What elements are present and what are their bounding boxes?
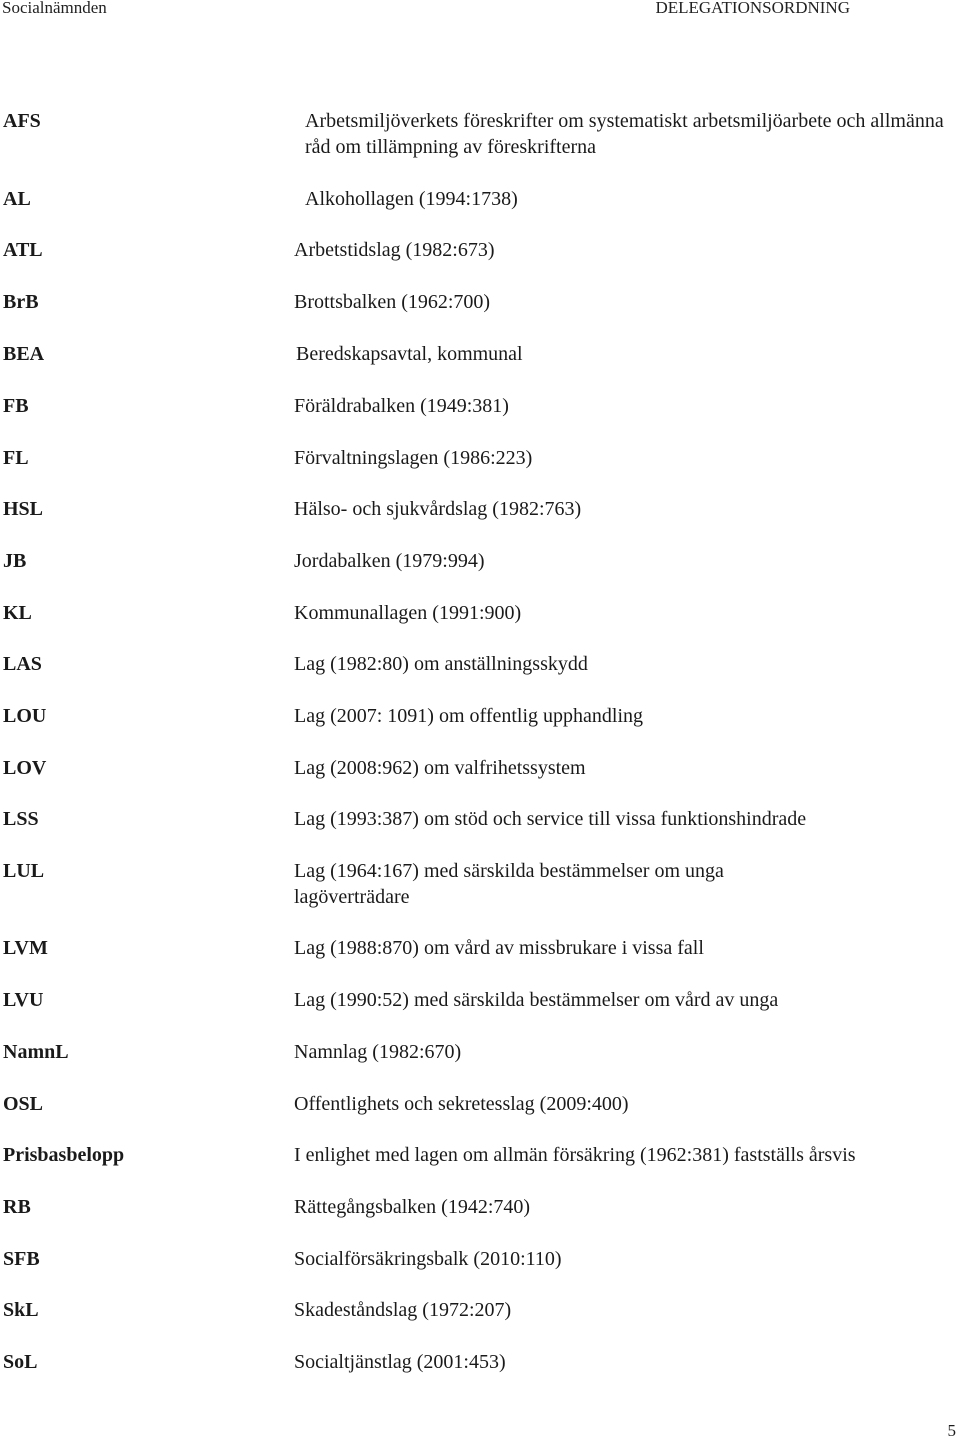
entry-abbreviation: ATL <box>3 239 43 261</box>
entry-description: Arbetstidslag (1982:673) <box>294 239 495 261</box>
entry-abbreviation: SFB <box>3 1248 40 1270</box>
entry-description: Jordabalken (1979:994) <box>294 550 485 572</box>
entry-description: Förvaltningslagen (1986:223) <box>294 447 533 469</box>
header-left: Socialnämnden <box>2 0 107 17</box>
entry-description: Lag (1993:387) om stöd och service till vissa funktionshindrade <box>294 808 807 830</box>
entry-description: Föräldrabalken (1949:381) <box>294 395 509 417</box>
entry-description: Lag (1988:870) om vård av missbrukare i vissa fall <box>294 937 704 959</box>
entry-abbreviation: OSL <box>3 1093 44 1115</box>
entry-abbreviation: KL <box>3 602 32 624</box>
entry-abbreviation: RB <box>3 1196 31 1218</box>
entry-abbreviation: LVM <box>3 937 48 959</box>
entry-description: Beredskapsavtal, kommunal <box>296 343 523 365</box>
entry-description: Alkohollagen (1994:1738) <box>305 188 518 210</box>
entry-abbreviation: FL <box>3 447 29 469</box>
entry-abbreviation: Prisbasbelopp <box>3 1144 125 1166</box>
entry-abbreviation: BEA <box>3 343 45 365</box>
entry-description: Socialförsäkringsbalk (2010:110) <box>294 1248 562 1270</box>
entry-abbreviation: LVU <box>3 989 44 1011</box>
entry-abbreviation: LOV <box>3 757 47 779</box>
entry-description: Kommunallagen (1991:900) <box>294 602 522 624</box>
entry-abbreviation: SoL <box>3 1351 38 1373</box>
entry-abbreviation: SkL <box>3 1299 39 1321</box>
entry-abbreviation: LOU <box>3 705 47 727</box>
entry-description: Offentlighets och sekretesslag (2009:400) <box>294 1093 629 1115</box>
entry-abbreviation: JB <box>3 550 27 572</box>
entry-description: Lag (2007: 1091) om offentlig upphandling <box>294 705 644 727</box>
entry-abbreviation: HSL <box>3 498 44 520</box>
entry-description: Hälso- och sjukvårdslag (1982:763) <box>294 498 582 520</box>
entry-description: Skadeståndslag (1972:207) <box>294 1299 512 1321</box>
header-right: DELEGATIONSORDNING <box>655 0 850 17</box>
entry-description: Arbetsmiljöverkets föreskrifter om systematiskt arbetsmiljöarbete och allmänna råd om tillämpning av föreskrifterna <box>305 110 944 158</box>
entry-abbreviation: FB <box>3 395 29 417</box>
entry-abbreviation: AFS <box>3 110 41 132</box>
entry-abbreviation: LAS <box>3 653 42 675</box>
entry-description: Rättegångsbalken (1942:740) <box>294 1196 531 1218</box>
entry-abbreviation: LSS <box>3 808 39 830</box>
entry-description: Lag (1990:52) med särskilda bestämmelser om vård av unga <box>294 989 779 1011</box>
entry-abbreviation: NamnL <box>3 1041 69 1063</box>
entry-description: Namnlag (1982:670) <box>294 1041 462 1063</box>
entry-abbreviation: LUL <box>3 860 45 882</box>
entry-description: Lag (1964:167) med särskilda bestämmelser om unga lagöverträdare <box>294 860 724 908</box>
entry-description: Lag (2008:962) om valfrihetssystem <box>294 757 586 779</box>
entry-description: I enlighet med lagen om allmän försäkring (1962:381) fastställs årsvis <box>294 1144 856 1166</box>
page-number: 5 <box>947 1421 956 1440</box>
entry-description: Brottsbalken (1962:700) <box>294 291 491 313</box>
entry-abbreviation: AL <box>3 188 31 210</box>
entry-abbreviation: BrB <box>3 291 39 313</box>
entry-description: Lag (1982:80) om anställningsskydd <box>294 653 588 675</box>
entry-description: Socialtjänstlag (2001:453) <box>294 1351 506 1373</box>
